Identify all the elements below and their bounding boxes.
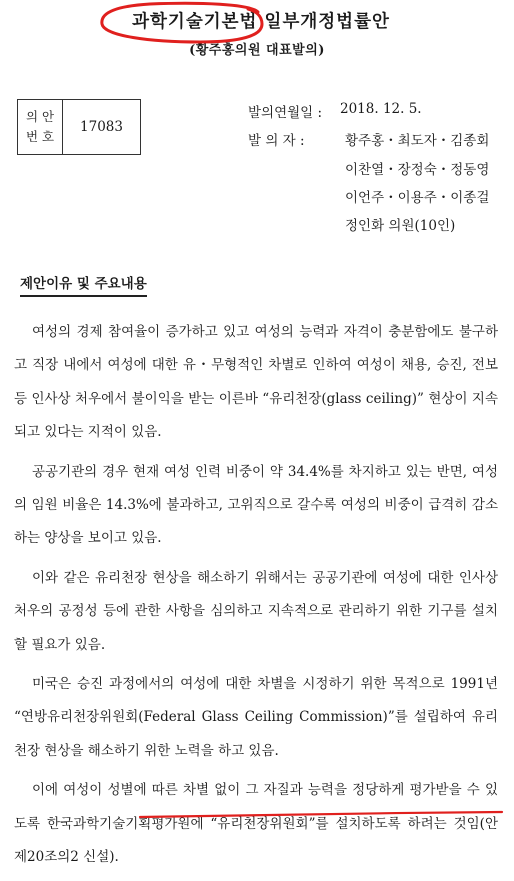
proposer-line: 황주홍・최도자・김종회: [345, 133, 490, 149]
proposer-label: 발 의 자 :: [248, 133, 305, 149]
bill-subtitle: (황주홍의원 대표발의): [189, 43, 325, 58]
paragraph: 공공기관의 경우 현재 여성 인력 비중이 약 34.4%를 차지하고 있는 반면, 여성의 임원 비율은 14.3%에 불과하고, 고위직으로 갈수록 여성의 비중이 급격히 감소하는 양상을 보이고 있음.: [14, 463, 498, 547]
proposer-line: 이언주・이용주・이종걸: [345, 190, 490, 206]
document-title: [0, 8, 514, 33]
paragraph: 이와 같은 유리천장 현상을 해소하기 위해서는 공공기관에 여성에 대한 인사상 처우의 공정성 등에 관한 사항을 심의하고 지속적으로 관리하기 위한 기구를 설치할 필요가 있음.: [14, 569, 498, 653]
paragraph: 이에 여성이 성별에 따른 차별 없이 그 자질과 능력을 정당하게 평가받을 수 있도록 한국과학기술기획평가원에 “유리천장위원회”를 설치하도록 하려는 것임(안 제20조의2 신설).: [14, 782, 498, 866]
body-text: [14, 316, 498, 881]
proposer-line: 이찬열・장정숙・정동영: [345, 162, 490, 178]
section-heading: 제안이유 및 주요내용: [20, 272, 147, 297]
paragraph: 미국은 승진 과정에서의 여성에 대한 차별을 시정하기 위한 목적으로 1991년 “연방유리천장위원회(Federal Glass Ceiling Commission)”를 설립하여 유리천장 현상을 해소하기 위한 노력을 하고 있음.: [14, 676, 498, 759]
date-label: 발의연월일 :: [248, 105, 323, 121]
date-value: 2018. 12. 5.: [340, 101, 422, 117]
bill-title: [132, 8, 390, 33]
bill-number-label: [18, 100, 63, 154]
amendment-label: 일부개정법률안: [257, 12, 390, 32]
bill-number-value: 17083: [80, 119, 123, 135]
law-name: 과학기술기본법: [132, 12, 258, 32]
paragraph: 여성의 경제 참여율이 증가하고 있고 여성의 능력과 자격이 충분함에도 불구하고 직장 내에서 여성에 대한 유・무형적인 차별로 인하여 여성이 채용, 승진, 전보 등 인사상 처우에서 불이익을 받는 이른바 “유리천장(glass ceiling)” 현상이 지속되고 있다는 지적이 있음.: [14, 324, 498, 441]
proposer-line: 정인화 의원(10인): [345, 218, 456, 234]
bill-number-box: [17, 99, 141, 155]
bill-label-line1: 의 안: [25, 109, 55, 124]
bill-label-line2: 번 호: [25, 129, 55, 144]
